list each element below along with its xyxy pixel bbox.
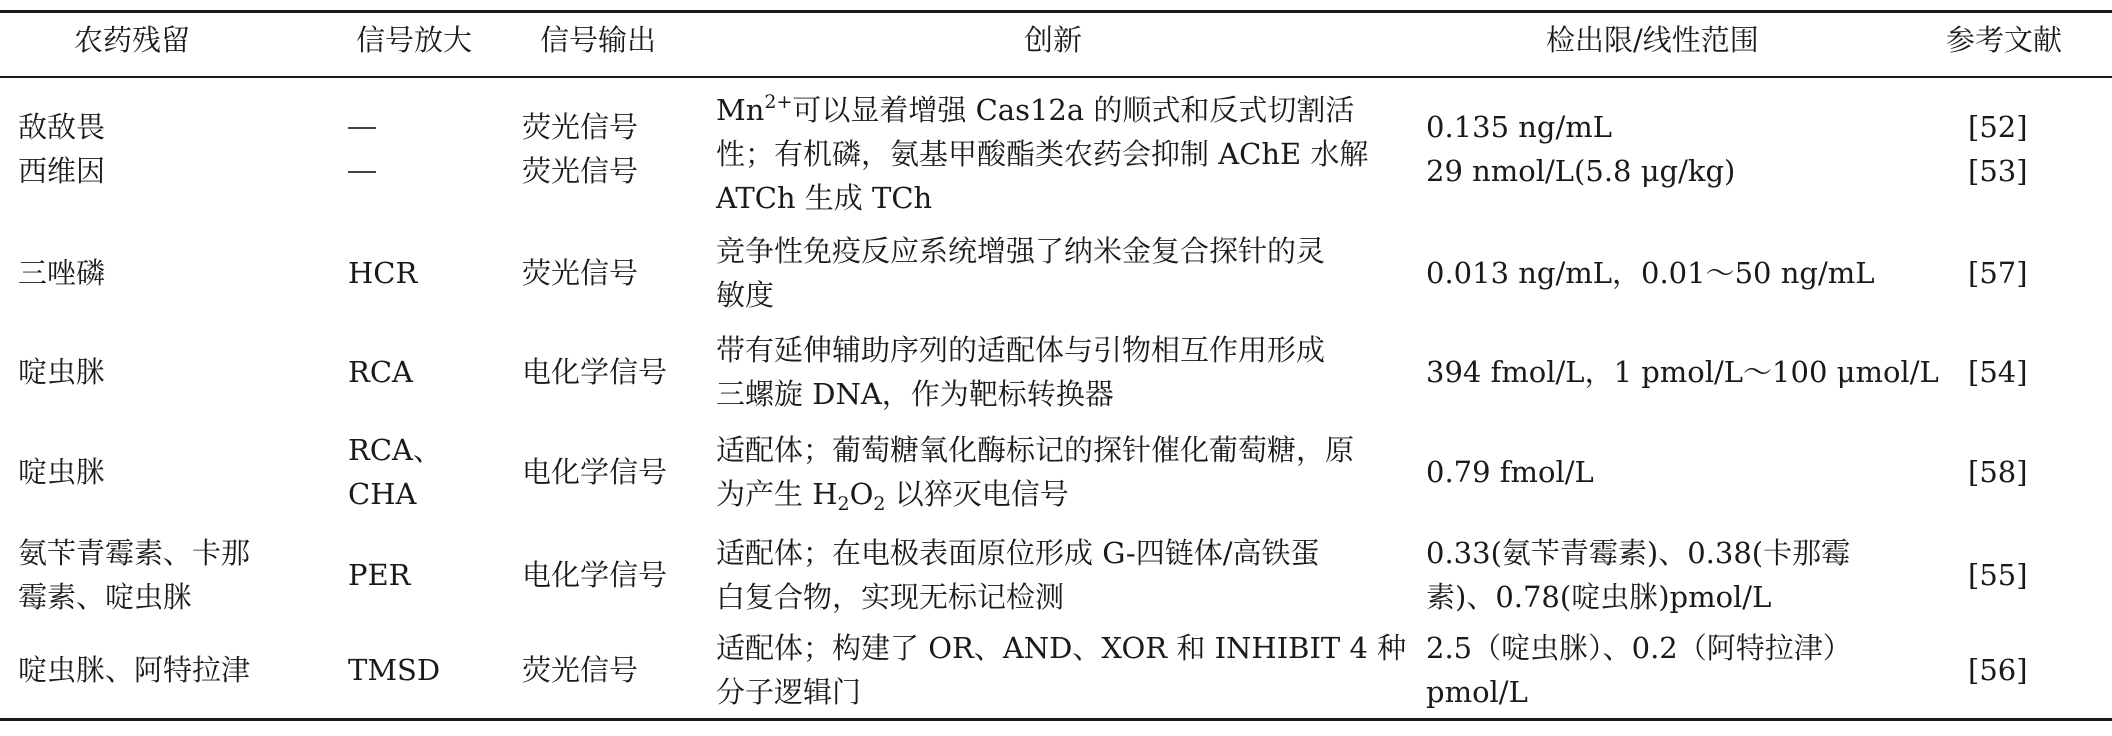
lod-cell: 0.79 fmol/L (1426, 455, 1594, 489)
output-cell: 荧光信号 (522, 110, 639, 144)
reference-cell: [56] (1968, 653, 2028, 687)
innovation-cell: 分子逻辑门 (716, 675, 862, 709)
header-pesticide: 农药残留 (74, 23, 191, 57)
innovation-cell: 为产生 $H_2O_2$ 以猝灭电信号 (716, 477, 1069, 515)
innovation-cell: 适配体；在电极表面原位形成 G-四链体/高铁蛋 (716, 536, 1320, 570)
table-top-rule (0, 10, 2112, 13)
innovation-cell: 适配体；构建了 OR、AND、XOR 和 INHIBIT 4 种 (716, 631, 1407, 665)
lod-cell: 素)、0.78(啶虫脒)pmol/L (1426, 580, 1772, 614)
amplification-cell: TMSD (348, 653, 441, 687)
output-cell: 荧光信号 (522, 256, 639, 290)
output-cell: 荧光信号 (522, 653, 639, 687)
innovation-cell: $Mn^{2+}$可以显着增强 Cas12a 的顺式和反式切割活 (716, 91, 1355, 127)
innovation-cell: 适配体；葡萄糖氧化酶标记的探针催化葡萄糖，原 (716, 433, 1355, 467)
innovation-cell: 竞争性免疫反应系统增强了纳米金复合探针的灵 (716, 234, 1326, 268)
lod-cell: 0.013 ng/mL，0.01～50 ng/mL (1426, 256, 1875, 290)
pesticide-cell: 西维因 (18, 154, 106, 188)
lod-cell: pmol/L (1426, 675, 1528, 709)
amplification-dash (348, 127, 376, 129)
pesticide-cell: 啶虫脒 (18, 455, 106, 489)
table-bottom-rule (0, 718, 2112, 721)
header-amplification: 信号放大 (356, 23, 473, 57)
innovation-cell: 白复合物，实现无标记检测 (716, 580, 1065, 614)
amplification-cell: RCA (348, 355, 413, 389)
lod-cell: 0.135 ng/mL (1426, 110, 1613, 144)
output-cell: 电化学信号 (522, 558, 668, 592)
header-output: 信号输出 (540, 23, 657, 57)
amplification-cell: PER (348, 558, 411, 592)
innovation-cell: 敏度 (716, 278, 775, 312)
lod-cell: 394 fmol/L，1 pmol/L～100 μmol/L (1426, 355, 1939, 389)
pesticide-cell: 啶虫脒、阿特拉津 (18, 653, 251, 687)
amplification-cell: HCR (348, 256, 418, 290)
output-cell: 荧光信号 (522, 154, 639, 188)
amplification-cell: CHA (348, 477, 417, 511)
innovation-cell: 三螺旋 DNA，作为靶标转换器 (716, 377, 1114, 411)
reference-cell: [58] (1968, 455, 2028, 489)
lod-cell: 0.33(氨苄青霉素)、0.38(卡那霉 (1426, 536, 1851, 570)
pesticide-cell: 敌敌畏 (18, 110, 106, 144)
reference-cell: [54] (1968, 355, 2028, 389)
header-reference: 参考文献 (1946, 23, 2063, 57)
output-cell: 电化学信号 (522, 455, 668, 489)
header-lod: 检出限/线性范围 (1546, 23, 1759, 57)
header-innovation: 创新 (1024, 23, 1083, 57)
amplification-cell: RCA、 (348, 433, 442, 467)
pesticide-cell: 啶虫脒 (18, 355, 106, 389)
pesticide-cell: 霉素、啶虫脒 (18, 580, 193, 614)
pesticide-cell: 三唑磷 (18, 256, 106, 290)
table-header-rule (0, 76, 2112, 78)
amplification-dash (348, 171, 376, 173)
innovation-cell: ATCh 生成 TCh (716, 181, 933, 215)
innovation-cell: 性；有机磷，氨基甲酸酯类农药会抑制 AChE 水解 (716, 137, 1369, 171)
pesticide-cell: 氨苄青霉素、卡那 (18, 536, 251, 570)
reference-cell: [57] (1968, 256, 2028, 290)
reference-cell: [55] (1968, 558, 2028, 592)
reference-cell: [53] (1968, 154, 2028, 188)
output-cell: 电化学信号 (522, 355, 668, 389)
reference-cell: [52] (1968, 110, 2028, 144)
lod-cell: 29 nmol/L(5.8 μg/kg) (1426, 154, 1736, 188)
lod-cell: 2.5（啶虫脒）、0.2（阿特拉津） (1426, 631, 1852, 665)
innovation-cell: 带有延伸辅助序列的适配体与引物相互作用形成 (716, 333, 1326, 367)
